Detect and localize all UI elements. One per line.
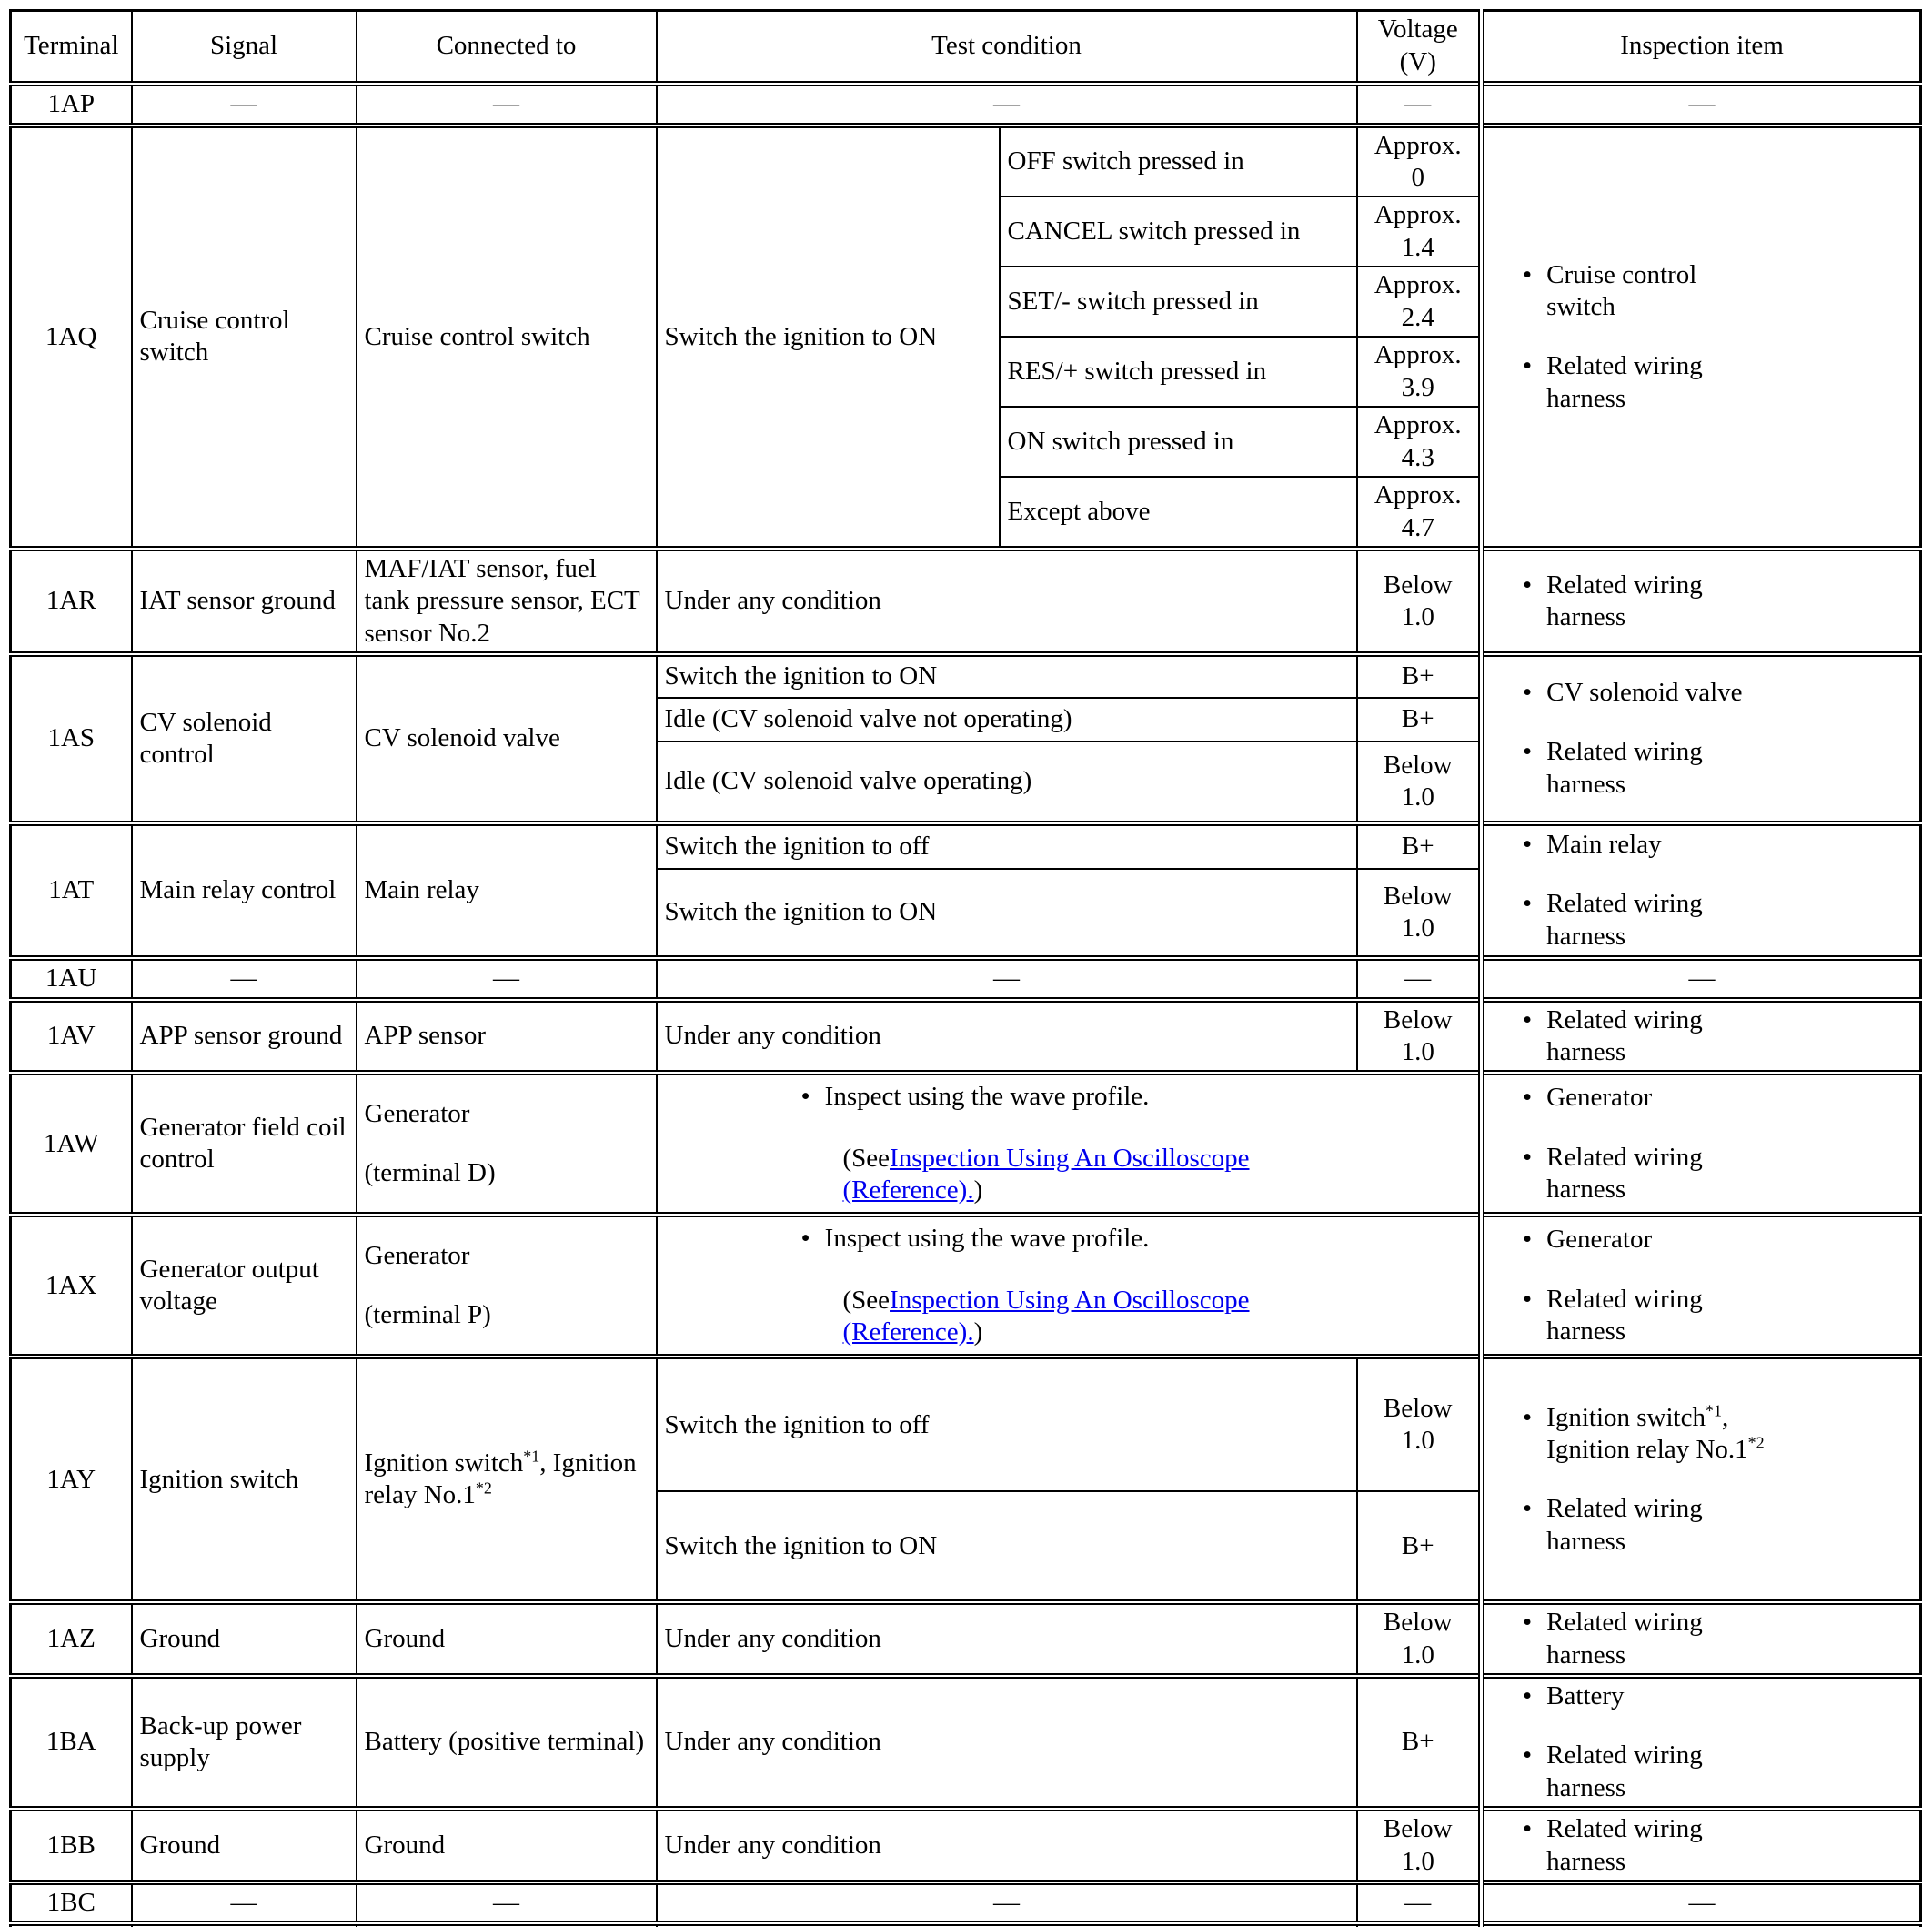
inspection-text: Related wiring harness [1546,1142,1703,1204]
bullet-icon: • [1523,1608,1533,1638]
terminal-cell: 1AZ [11,1602,132,1676]
row-1BC [11,1882,1921,1923]
partial-cell [1482,1923,1921,1927]
connected-cell: CV solenoid valve [357,654,657,823]
voltage-cell: — [1357,1882,1482,1923]
inspection-text: CV solenoid valve [1546,678,1743,708]
partial-cell [132,1923,357,1927]
partial-cell [657,1923,1357,1927]
row-1AV [11,1000,1921,1074]
test-condition-cell [657,1073,1482,1215]
inspection-text: Related wiring harness [1546,889,1703,951]
inspection-list [1523,829,1912,953]
inspection-item [1523,1284,1912,1348]
row-1AY [11,1357,1921,1491]
signal-cell: Cruise control switch [132,126,357,550]
inspection-item [1523,1607,1912,1671]
voltage-cell: Approx. 3.9 [1357,337,1482,407]
inspection-cell: — [1482,958,1921,999]
terminal-cell: 1BA [11,1676,132,1809]
bullet-icon: • [1523,1004,1533,1034]
voltage-cell: Approx. 4.3 [1357,407,1482,477]
bullet-icon: • [1523,737,1533,767]
inspection-text: Generator [1546,1083,1653,1113]
inspection-item [1523,1004,1912,1069]
row-1AT [11,823,1921,869]
inspection-list [1523,1680,1912,1804]
terminal-cell: 1AP [11,84,132,126]
inspection-cell [1482,1676,1921,1809]
voltage-cell: Below 1.0 [1357,1809,1482,1882]
signal-cell: Main relay control [132,823,357,958]
row-1BA [11,1676,1921,1809]
signal-cell: Back-up power supply [132,1676,357,1809]
voltage-cell: — [1357,958,1482,999]
bullet-icon: • [1523,830,1533,860]
terminal-cell: 1AX [11,1215,132,1357]
test-condition-cell: Idle (CV solenoid valve operating) [657,742,1357,823]
oscilloscope-reference-link[interactable]: Inspection Using An Oscilloscope (Reference). [842,1143,1250,1205]
bullet-icon: • [1523,1284,1533,1314]
inspection-cell [1482,126,1921,550]
connected-line: (terminal P) [364,1300,491,1330]
connected-cell: Ground [357,1602,657,1676]
inspection-cell: — [1482,84,1921,126]
voltage-cell: B+ [1357,1676,1482,1809]
connected-cell: Battery (positive terminal) [357,1676,657,1809]
connected-cell [357,1357,657,1602]
voltage-cell: Below 1.0 [1357,549,1482,654]
inspection-item [1523,1224,1912,1256]
inspection-item [1523,1402,1912,1467]
row-1AR [11,549,1921,654]
inspection-text-part: Ignition switch [1546,1402,1706,1432]
terminal-cell: 1AS [11,654,132,823]
connected-text: , Ignition relay No.1 [364,1448,637,1510]
connected-cell: Cruise control switch [357,126,657,550]
wave-text: Inspect using the wave profile. [824,1224,1150,1254]
terminal-cell: 1AV [11,1000,132,1074]
signal-cell: — [132,958,357,999]
inspection-item [1523,1813,1912,1878]
terminal-cell: 1AT [11,823,132,958]
connected-cell: — [357,958,657,999]
test-condition-cell: Switch the ignition to ON [657,1491,1357,1602]
voltage-cell: Below 1.0 [1357,1000,1482,1074]
inspection-text-part: , Ignition relay No.1 [1546,1402,1748,1464]
inspection-text: Related wiring harness [1546,351,1703,413]
inspection-cell [1482,1073,1921,1215]
bullet-icon: • [800,1082,810,1112]
inspection-cell [1482,1357,1921,1602]
oscilloscope-reference-link[interactable]: Inspection Using An Oscilloscope (Reference). [842,1285,1250,1347]
bullet-icon: • [1523,1225,1533,1255]
voltage-cell: B+ [1357,698,1482,742]
bullet-icon: • [1523,678,1533,708]
terminal-cell: 1BC [11,1882,132,1923]
connected-cell: APP sensor [357,1000,657,1074]
voltage-cell: Approx. 1.4 [1357,197,1482,267]
col-header-connected: Connected to [357,11,657,84]
inspection-text [1546,1402,1769,1467]
connected-cell: Ground [357,1809,657,1882]
inspection-item [1523,888,1912,953]
signal-cell: Ground [132,1602,357,1676]
signal-cell: Ignition switch [132,1357,357,1602]
footnote-marker: *1 [1705,1400,1722,1419]
inspection-list [1523,1224,1912,1347]
bullet-icon: • [1523,1681,1533,1710]
bullet-icon: • [1523,889,1533,919]
bullet-icon: • [1523,259,1533,289]
test-subcondition-cell: OFF switch pressed in [1000,126,1357,197]
inspection-cell [1482,823,1921,958]
row-1AZ [11,1602,1921,1676]
inspection-list [1523,259,1912,416]
col-header-terminal: Terminal [11,11,132,84]
inspection-item [1523,259,1912,324]
inspection-text: Related wiring harness [1546,1494,1703,1556]
test-condition-main-cell: Switch the ignition to ON [657,126,1000,550]
connected-cell: — [357,84,657,126]
test-condition-cell [657,1215,1482,1357]
test-subcondition-cell: CANCEL switch pressed in [1000,197,1357,267]
col-header-test-condition: Test condition [657,11,1357,84]
test-condition-cell: Under any condition [657,549,1357,654]
bullet-icon: • [1523,1740,1533,1771]
test-condition-cell: Switch the ignition to off [657,823,1357,869]
test-subcondition-cell: Except above [1000,477,1357,549]
bullet-icon: • [1523,1494,1533,1524]
inspection-cell [1482,654,1921,823]
bullet-icon: • [1523,351,1533,381]
wave-bullet-item [801,1223,1472,1255]
test-condition-cell: Idle (CV solenoid valve not operating) [657,698,1357,742]
inspection-text: Generator [1546,1225,1653,1255]
col-header-voltage: Voltage (V) [1357,11,1482,84]
connected-line: (terminal D) [364,1158,496,1188]
inspection-text: Cruise control switch [1546,259,1697,321]
inspection-item [1523,1740,1912,1804]
terminal-voltage-table [9,9,1922,1927]
inspection-text: Related wiring harness [1546,1608,1703,1670]
test-condition-cell: Under any condition [657,1000,1357,1074]
test-condition-cell: Under any condition [657,1676,1357,1809]
see-reference [801,1143,1353,1207]
voltage-cell: Approx. 4.7 [1357,477,1482,549]
inspection-item [1523,1142,1912,1206]
inspection-item [1523,829,1912,861]
connected-text: Ignition switch [364,1448,524,1478]
row-1AX [11,1215,1921,1357]
voltage-cell: Below 1.0 [1357,742,1482,823]
voltage-cell: Approx. 0 [1357,126,1482,197]
connected-line: Generator [364,1240,470,1270]
connected-cell [357,1215,657,1357]
connected-cell: MAF/IAT sensor, fuel tank pressure sensor, ECT sensor No.2 [357,549,657,654]
inspection-text: Related wiring harness [1546,570,1703,632]
test-condition-cell: — [657,1882,1357,1923]
wave-profile-note [665,1081,1472,1206]
row-1AU [11,958,1921,999]
inspection-cell [1482,1215,1921,1357]
test-condition-cell: Switch the ignition to ON [657,869,1357,958]
connected-cell: Main relay [357,823,657,958]
row-partial-clipped [11,1923,1921,1927]
col-header-inspection: Inspection item [1482,11,1921,84]
inspection-cell [1482,1602,1921,1676]
signal-cell: — [132,1882,357,1923]
signal-cell: CV solenoid control [132,654,357,823]
inspection-text: Main relay [1546,830,1662,860]
terminal-cell: 1AU [11,958,132,999]
inspection-item [1523,736,1912,801]
see-prefix: (See [842,1285,891,1315]
inspection-item [1523,1680,1912,1712]
wave-profile-note [665,1223,1472,1348]
wave-bullet-item [801,1081,1472,1113]
footnote-marker: *1 [523,1447,540,1466]
terminal-cell: 1AY [11,1357,132,1602]
see-suffix: ) [973,1175,983,1205]
signal-cell: Ground [132,1809,357,1882]
bullet-icon: • [800,1224,810,1254]
bullet-icon: • [1523,1814,1533,1844]
row-1BB [11,1809,1921,1882]
see-prefix: (See [842,1143,891,1173]
footnote-marker: *2 [475,1478,492,1498]
inspection-cell [1482,549,1921,654]
bullet-icon: • [1523,1402,1533,1432]
test-subcondition-cell: ON switch pressed in [1000,407,1357,477]
terminal-cell: 1AW [11,1073,132,1215]
signal-cell: IAT sensor ground [132,549,357,654]
voltage-cell: B+ [1357,1491,1482,1602]
voltage-cell: Below 1.0 [1357,869,1482,958]
inspection-text: Related wiring harness [1546,1740,1703,1802]
inspection-list [1523,677,1912,801]
inspection-text: Battery [1546,1681,1625,1710]
inspection-cell [1482,1000,1921,1074]
test-subcondition-cell: SET/- switch pressed in [1000,267,1357,337]
bullet-icon: • [1523,1142,1533,1172]
test-subcondition-cell: RES/+ switch pressed in [1000,337,1357,407]
col-header-signal: Signal [132,11,357,84]
table-header-row [11,11,1921,84]
voltage-cell: Below 1.0 [1357,1357,1482,1491]
test-condition-cell: Switch the ignition to ON [657,654,1357,698]
voltage-cell: B+ [1357,823,1482,869]
terminal-cell: 1AQ [11,126,132,550]
partial-cell [11,1923,132,1927]
voltage-cell: Approx. 2.4 [1357,267,1482,337]
inspection-item [1523,1082,1912,1114]
wave-text: Inspect using the wave profile. [824,1082,1150,1112]
inspection-item [1523,570,1912,634]
inspection-item [1523,1493,1912,1558]
row-1AS [11,654,1921,698]
inspection-text: Related wiring harness [1546,1004,1703,1066]
see-reference [801,1285,1353,1349]
signal-cell: Generator field coil control [132,1073,357,1215]
signal-cell: APP sensor ground [132,1000,357,1074]
row-1AW [11,1073,1921,1215]
connected-line: Generator [364,1098,470,1128]
inspection-list [1523,1402,1912,1559]
signal-cell: — [132,84,357,126]
connected-cell [357,1073,657,1215]
bullet-icon: • [1523,570,1533,600]
test-condition-cell: Switch the ignition to off [657,1357,1357,1491]
row-1AP [11,84,1921,126]
terminal-cell: 1AR [11,549,132,654]
inspection-cell: — [1482,1882,1921,1923]
voltage-cell: B+ [1357,654,1482,698]
connected-cell: — [357,1882,657,1923]
bullet-icon: • [1523,1083,1533,1113]
see-suffix: ) [973,1317,983,1347]
test-condition-cell: Under any condition [657,1809,1357,1882]
inspection-text: Related wiring harness [1546,1284,1703,1346]
terminal-cell: 1BB [11,1809,132,1882]
inspection-text: Related wiring harness [1546,1814,1703,1876]
inspection-cell [1482,1809,1921,1882]
inspection-list [1523,1082,1912,1206]
partial-cell [357,1923,657,1927]
inspection-text: Related wiring harness [1546,737,1703,799]
signal-cell: Generator output voltage [132,1215,357,1357]
row-1AQ [11,126,1921,197]
test-condition-cell: Under any condition [657,1602,1357,1676]
voltage-cell: Below 1.0 [1357,1602,1482,1676]
test-condition-cell: — [657,958,1357,999]
inspection-item [1523,350,1912,415]
inspection-item [1523,677,1912,709]
footnote-marker: *2 [1747,1433,1765,1452]
test-condition-cell: — [657,84,1357,126]
voltage-cell: — [1357,84,1482,126]
partial-cell [1357,1923,1482,1927]
